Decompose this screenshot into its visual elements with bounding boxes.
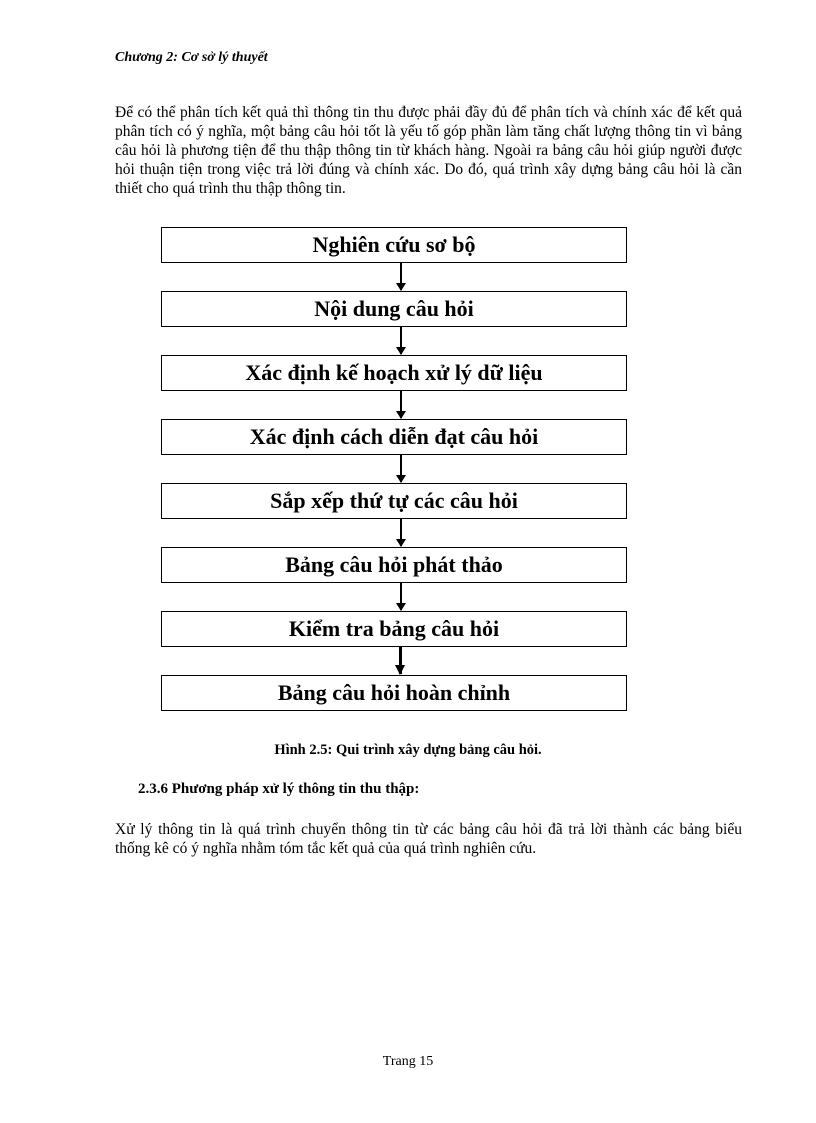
flow-arrow: [400, 327, 402, 354]
flow-step-final-questionnaire: Bảng câu hỏi hoàn chỉnh: [161, 675, 627, 711]
flow-arrow: [400, 263, 402, 290]
flow-step-check-questionnaire: Kiểm tra bảng câu hỏi: [161, 611, 627, 647]
flow-arrow: [400, 391, 402, 418]
flow-step-question-order: Sắp xếp thứ tự các câu hỏi: [161, 483, 627, 519]
intro-paragraph: Để có thể phân tích kết quả thì thông tin thu được phải đầy đủ để phân tích và chính xác để kết quả phân tích có ý nghĩa, một bảng câu hỏi tốt là yếu tố góp phần làm tăng chất lượng thông tin vì bảng câu hỏi là phương tiện để thu thập thông tin từ khách hàng. Ngoài ra bảng câu hỏi giúp người được hỏi thuận tiện trong việc trả lời đúng và chính xác. Do đó, quá trình xây dựng bảng câu hỏi là cần thiết cho quá trình thu thập thông tin.: [115, 104, 742, 197]
flow-arrow: [400, 519, 402, 546]
flow-step-preliminary-research: Nghiên cứu sơ bộ: [161, 227, 627, 263]
section-paragraph: Xử lý thông tin là quá trình chuyển thông tin từ các bảng câu hỏi đã trả lời thành các bảng biểu thống kê có ý nghĩa nhằm tóm tắc kết quả của quá trình nghiên cứu.: [115, 821, 742, 857]
flow-arrow: [400, 583, 402, 610]
figure-caption: Hình 2.5: Qui trình xây dựng bảng câu hỏi.: [274, 742, 542, 758]
flow-arrow: [399, 647, 402, 674]
flow-step-question-content: Nội dung câu hỏi: [161, 291, 627, 327]
flow-arrow: [400, 455, 402, 482]
flow-step-question-wording: Xác định cách diễn đạt câu hỏi: [161, 419, 627, 455]
page-number: Trang 15: [382, 1054, 434, 1069]
chapter-header: Chương 2: Cơ sở lý thuyết: [115, 50, 268, 65]
section-heading: 2.3.6 Phương pháp xử lý thông tin thu thập:: [138, 781, 420, 797]
flow-step-draft-questionnaire: Bảng câu hỏi phát thảo: [161, 547, 627, 583]
flow-step-data-processing-plan: Xác định kế hoạch xử lý dữ liệu: [161, 355, 627, 391]
